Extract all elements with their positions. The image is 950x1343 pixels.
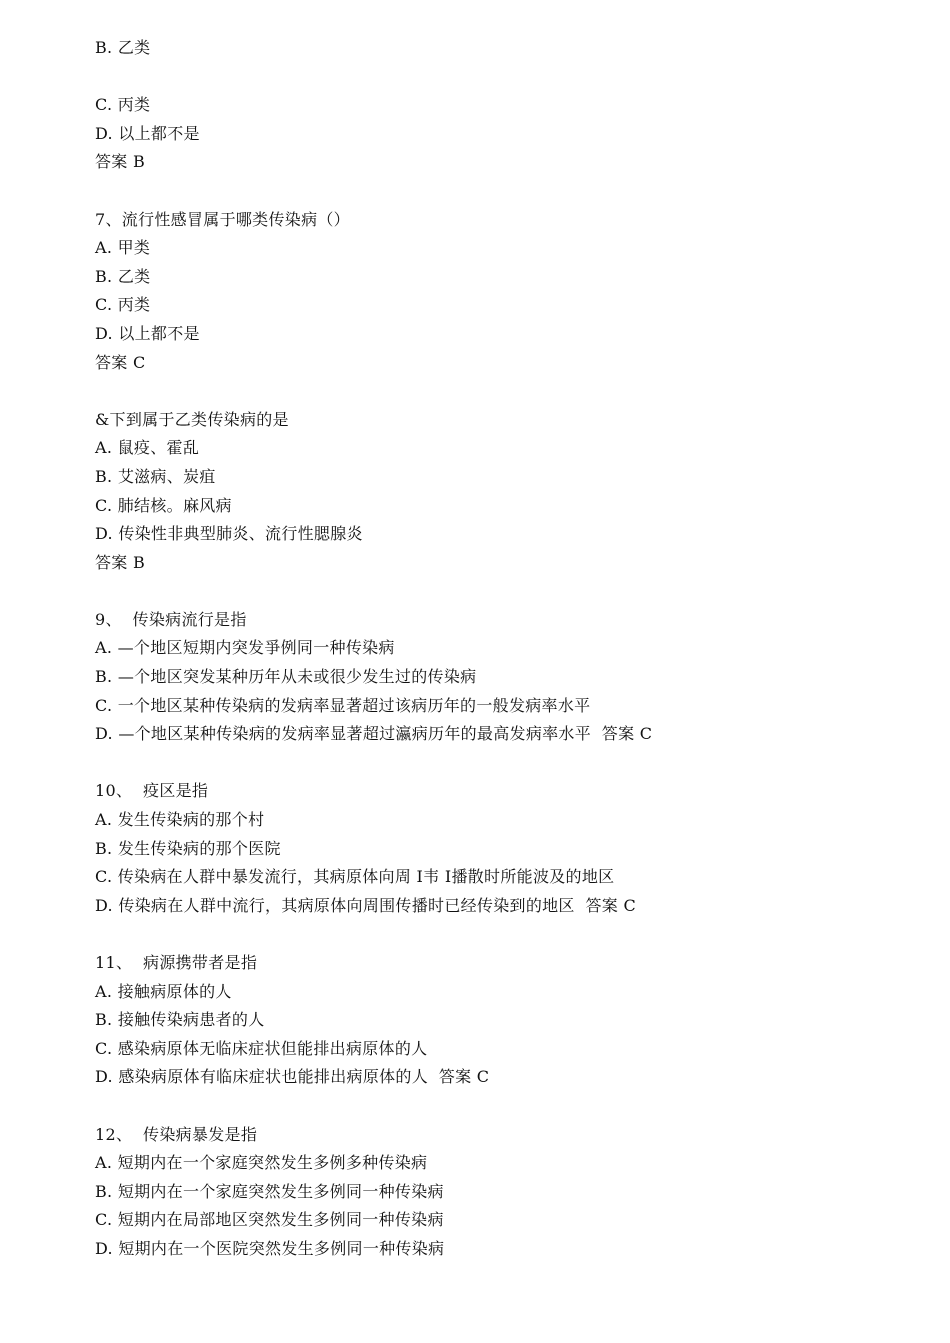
option-line: D. 短期内在一个医院突然发生多例同一种传染病 <box>95 1238 445 1258</box>
option-line: C. 肺结核。麻风病 <box>95 495 232 515</box>
option-line: C. 丙类 <box>95 295 151 315</box>
question-block <box>95 206 950 378</box>
option-line: A. 甲类 <box>95 238 151 258</box>
option-line: C. 传染病在人群中暴发流行，其病原体向周 I韦 I播散时所能波及的地区 <box>95 867 615 887</box>
option-line: A. 短期内在一个家庭突然发生多例多种传染病 <box>95 1153 428 1173</box>
question-title: 12、 传染病暴发是指 <box>95 1124 258 1144</box>
option-line: B. 接触传染病患者的人 <box>95 1010 265 1030</box>
option-line: A. 接触病原体的人 <box>95 981 232 1001</box>
option-line: B. 乙类 <box>95 266 151 286</box>
option-line: B. 短期内在一个家庭突然发生多例同一种传染病 <box>95 1181 444 1201</box>
option-line: A. 发生传染病的那个村 <box>95 810 265 830</box>
spacer <box>95 177 950 206</box>
question-block <box>95 34 950 177</box>
option-line: C. 丙类 <box>95 95 151 115</box>
option-line: B. 发生传染病的那个医院 <box>95 838 281 858</box>
question-block <box>95 1121 950 1264</box>
option-line: C. 一个地区某种传染病的发病率显著超过该病历年的一般发病率水平 <box>95 695 591 715</box>
option-line: D. 以上都不是 <box>95 123 200 143</box>
question-title: 10、 疫区是指 <box>95 781 209 801</box>
option-line: D. —个地区某种传染病的发病率显著超过瀛病历年的最高发病率水平 答案 C <box>95 724 653 744</box>
question-block <box>95 949 950 1092</box>
spacer <box>95 577 950 606</box>
option-line: D. 以上都不是 <box>95 323 200 343</box>
question-block <box>95 406 950 578</box>
question-block <box>95 777 950 920</box>
option-line: B. —个地区突发某种历年从未或很少发生过的传染病 <box>95 667 477 687</box>
question-title: 9、 传染病流行是指 <box>95 609 247 629</box>
option-line: C. 短期内在局部地区突然发生多例同一种传染病 <box>95 1210 444 1230</box>
answer-line: 答案 B <box>95 552 146 572</box>
spacer <box>95 1092 950 1121</box>
question-title: &下到属于乙类传染病的是 <box>95 409 289 429</box>
blank-line <box>95 63 950 92</box>
spacer <box>95 920 950 949</box>
option-line: B. 乙类 <box>95 38 151 57</box>
answer-line: 答案 C <box>95 352 146 372</box>
option-line: A. —个地区短期内突发爭例同一种传染病 <box>95 638 395 658</box>
answer-line: 答案 B <box>95 152 146 172</box>
spacer <box>95 377 950 406</box>
option-line: C. 感染病原体无临床症状但能排出病原体的人 <box>95 1038 428 1058</box>
option-line: A. 鼠疫、霍乱 <box>95 438 200 458</box>
option-line: D. 传染性非典型肺炎、流行性腮腺炎 <box>95 524 363 544</box>
spacer <box>95 749 950 778</box>
option-line: B. 艾滋病、炭疽 <box>95 466 216 486</box>
question-title: 7、流行性感冒属于哪类传染病（） <box>95 209 350 229</box>
question-title: 11、 病源携带者是指 <box>95 953 258 972</box>
option-line: D. 感染病原体有临床症状也能排出病原体的人 答案 C <box>95 1067 490 1087</box>
option-line: D. 传染病在人群中流行，其病原体向周围传播时已经传染到的地区 答案 C <box>95 895 637 915</box>
question-block <box>95 606 950 749</box>
